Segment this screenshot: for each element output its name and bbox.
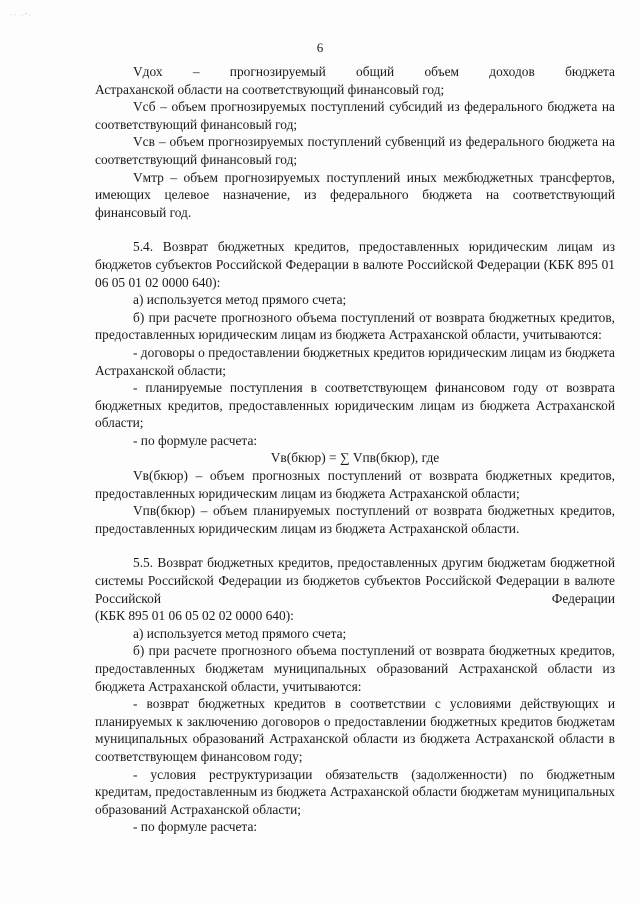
- bullet-formula-intro-5-4: - по формуле расчета:: [133, 432, 258, 448]
- section-heading-5-4: 5.4. Возврат бюджетных кредитов, предоставленных юридическим лицам из бюджетов субъектов Российской Федерации в валюте Российской Федерации (КБК 895 01 06 05 01 02 0000 640):: [95, 239, 615, 290]
- list-item-b-5-5: б) при расчете прогнозного объема поступлений от возврата бюджетных кредитов, предоставленных бюджетам муниципальных образований Астраханской области из бюджета Астраханской области, учитываются:: [95, 643, 615, 694]
- formula-term-vv: Vв(бкюр) – объем прогнозных поступлений от возврата бюджетных кредитов, предоставленных юридическим лицам из бюджета Астраханской области;: [95, 468, 615, 501]
- paragraph-vmtr-definition: Vмтр – объем прогнозируемых поступлений иных межбюджетных трансфертов, имеющих целевое назначение, из федерального бюджета на соответствующий финансовый год.: [95, 169, 615, 220]
- formula-term-vpv: Vпв(бкюр) – объем планируемых поступлений от возврата бюджетных кредитов, предоставленных юридическим лицам из бюджета Астраханской области.: [95, 503, 615, 536]
- formula-5-4: Vв(бкюр) = ∑ Vпв(бкюр), где: [270, 450, 440, 466]
- bullet-formula-intro-5-5: - по формуле расчета:: [133, 819, 258, 835]
- bullet-planned-receipts-5-4: - планируемые поступления в соответствующем финансовом году от возврата бюджетных кредитов, предоставленных юридическим лицам из бюджета Астраханской области;: [95, 380, 615, 431]
- paragraph-vsb-definition: Vсб – объем прогнозируемых поступлений субсидий из федерального бюджета на соответствующий финансовый год;: [95, 99, 615, 132]
- section-heading-5-5: 5.5. Возврат бюджетных кредитов, предоставленных другим бюджетам бюджетной системы Российской Федерации из бюджетов субъектов Российской Федерации в валюте Российской Федерации: [95, 555, 615, 606]
- bullet-return-credits-5-5: - возврат бюджетных кредитов в соответствии с условиями действующих и планируемых к заключению договоров о предоставлении бюджетных кредитов бюджетам муниципальных образований Астраханской области из бюджета Астраханской области в соответствующем финансовом году;: [95, 696, 615, 764]
- section-spacer: [95, 537, 615, 554]
- section-spacer: [95, 221, 615, 238]
- list-item-a-5-5: а) используется метод прямого счета;: [133, 625, 347, 641]
- scan-artifact-mark: ‧‧ ·'·: [10, 13, 33, 19]
- bullet-contracts-5-4: - договоры о предоставлении бюджетных кредитов юридическим лицам из бюджета Астраханской области;: [95, 344, 615, 378]
- page-number: 6: [316, 40, 324, 55]
- paragraph-vdoh-definition: Vдох – прогнозируемый общий объем доходов бюджета: [133, 64, 615, 79]
- paragraph-vsv-definition: Vсв – объем прогнозируемых поступлений субвенций из федерального бюджета на соответствующий финансовый год;: [95, 134, 615, 167]
- list-item-a-5-4: а) используется метод прямого счета;: [133, 292, 347, 308]
- list-item-b-5-4: б) при расчете прогнозного объема поступлений от возврата бюджетных кредитов, предоставленных юридическим лицам из бюджета Астраханской области, учитываются:: [95, 309, 615, 343]
- section-heading-5-5-kbk: (КБК 895 01 06 05 02 02 0000 640):: [95, 608, 294, 624]
- paragraph-vdoh-continuation: Астраханской области на соответствующий финансовый год;: [95, 81, 445, 97]
- document-body: [95, 63, 615, 836]
- bullet-restructuring-5-5: - условия реструктуризации обязательств (задолженности) по бюджетным кредитам, предоставленным из бюджета Астраханской области бюджетам муниципальных образований Астраханской области;: [95, 766, 615, 817]
